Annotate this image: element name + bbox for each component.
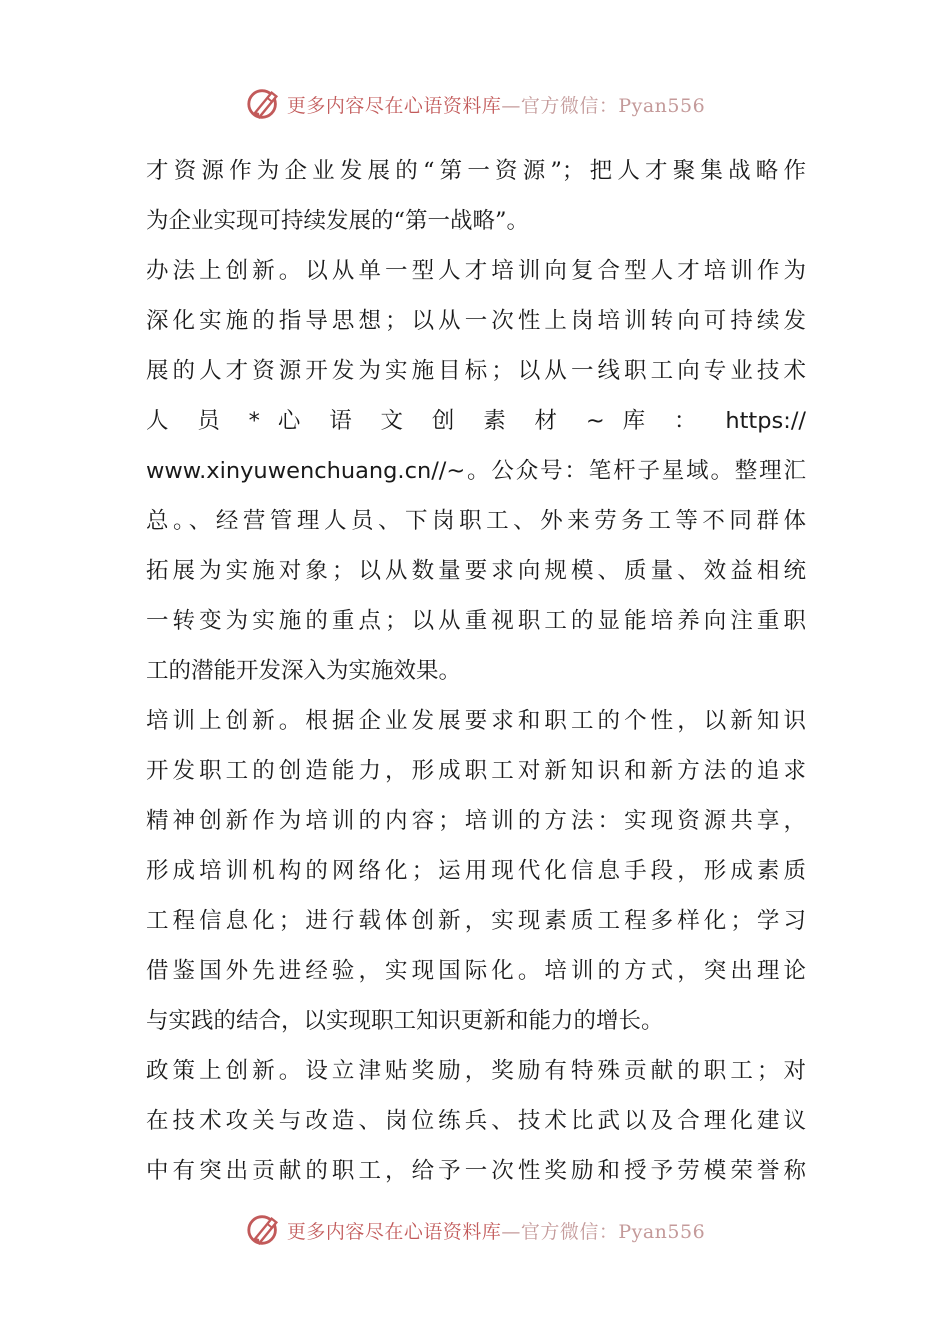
text-line: 形成培训机构的网络化；运用现代化信息手段，形成素质 xyxy=(146,858,806,884)
pen-nib-circle-icon xyxy=(245,85,283,123)
pen-nib-circle-icon xyxy=(245,1211,283,1249)
text-line: 开发职工的创造能力，形成职工对新知识和新方法的追求 xyxy=(146,758,806,784)
text-line: 人 员 * 心 语 文 创 素 材 ~ 库 ： https:// xyxy=(146,408,806,434)
banner-wechat: —官方微信：Pyan556 xyxy=(501,94,706,117)
text-line: 与实践的结合，以实现职工知识更新和能力的增长。 xyxy=(146,1008,664,1034)
text-line: 一转变为实施的重点；以从重视职工的显能培养向注重职 xyxy=(146,608,806,634)
text-line: 工程信息化；进行载体创新，实现素质工程多样化；学习 xyxy=(146,908,806,934)
banner-title: 更多内容尽在心语资料库 xyxy=(286,94,502,117)
text-line: 中有突出贡献的职工，给予一次性奖励和授予劳模荣誉称 xyxy=(146,1158,806,1184)
text-line: 工的潜能开发深入为实施效果。 xyxy=(146,658,462,684)
text-line: 拓展为实施对象；以从数量要求向规模、质量、效益相统 xyxy=(146,558,806,584)
text-line: 总。、经营管理人员、下岗职工、外来劳务工等不同群体 xyxy=(146,508,806,534)
text-line: 政策上创新。设立津贴奖励，奖励有特殊贡献的职工；对 xyxy=(146,1058,806,1084)
text-line: 深化实施的指导思想；以从一次性上岗培训转向可持续发 xyxy=(146,308,806,334)
header-banner xyxy=(0,82,950,126)
text-line: 展的人才资源开发为实施目标；以从一线职工向专业技术 xyxy=(146,358,806,384)
text-line: 在技术攻关与改造、岗位练兵、技术比武以及合理化建议 xyxy=(146,1108,806,1134)
text-line: 精神创新作为培训的内容；培训的方法：实现资源共享， xyxy=(146,808,806,834)
banner-title: 更多内容尽在心语资料库 xyxy=(286,1220,502,1243)
text-line: 借鉴国外先进经验，实现国际化。培训的方式，突出理论 xyxy=(146,958,806,984)
text-line: 办法上创新。以从单一型人才培训向复合型人才培训作为 xyxy=(146,258,806,284)
text-line: www.xinyuwenchuang.cn//~。公众号：笔杆子星域。整理汇 xyxy=(146,458,806,484)
document-body xyxy=(146,146,806,1196)
text-line: 培训上创新。根据企业发展要求和职工的个性，以新知识 xyxy=(146,708,806,734)
banner-wechat: —官方微信：Pyan556 xyxy=(501,1220,706,1243)
text-line: 才资源作为企业发展的“第一资源”；把人才聚集战略作 xyxy=(146,158,806,184)
footer-banner xyxy=(0,1208,950,1252)
text-line: 为企业实现可持续发展的“第一战略”。 xyxy=(146,208,530,234)
